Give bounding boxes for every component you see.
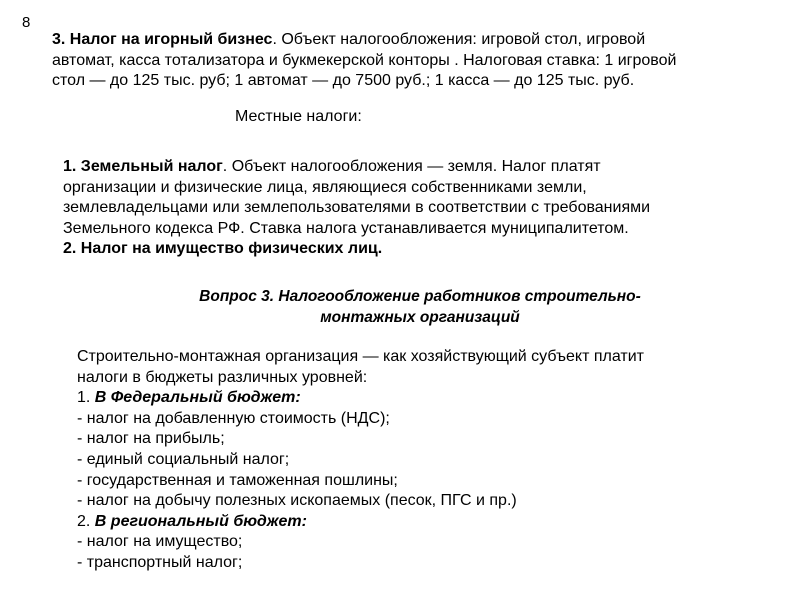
gambling-line-1-text: . Объект налогообложения: игровой стол, игровой	[272, 31, 646, 48]
regional-budget-heading	[77, 512, 644, 533]
federal-budget-heading	[77, 388, 644, 409]
federal-item: - налог на прибыль;	[77, 430, 225, 448]
regional-item: - налог на имущество;	[77, 533, 243, 551]
land-tax-title: 1. Земельный налог	[63, 158, 223, 175]
federal-number: 1.	[77, 389, 95, 407]
page-number: 8	[22, 14, 31, 31]
federal-item: - налог на добычу полезных ископаемых (песок, ПГС и пр.)	[77, 492, 517, 510]
property-tax-title: 2. Налог на имущество физических лиц.	[63, 240, 383, 257]
land-line-4: Земельного кодекса РФ. Ставка налога устанавливается муниципалитетом.	[63, 219, 629, 237]
regional-item: - транспортный налог;	[77, 553, 243, 571]
question-heading	[100, 287, 740, 328]
local-taxes-heading: Местные налоги:	[235, 108, 362, 125]
regional-budget-label: В региональный бюджет:	[94, 512, 307, 530]
federal-item: - государственная и таможенная пошлины;	[77, 471, 398, 489]
land-line-3: землевладельцами или землепользователями в соответствии с требованиями	[63, 199, 651, 216]
contractor-intro-2: налоги в бюджеты различных уровней:	[77, 368, 368, 386]
question-line-2: монтажных организаций	[320, 308, 520, 326]
gambling-tax-title: 3. Налог на игорный бизнес	[52, 31, 273, 48]
regional-number: 2.	[77, 512, 95, 530]
federal-item: - налог на добавленную стоимость (НДС);	[77, 409, 390, 427]
gambling-line-2: автомат, касса тотализатора и букмекерской конторы . Налоговая ставка: 1 игровой	[52, 51, 677, 69]
federal-item: - единый социальный налог;	[77, 450, 290, 468]
gambling-line-3: стол — до 125 тыс. руб; 1 автомат — до 7500 руб.; 1 касса — до 125 тыс. руб.	[52, 72, 635, 89]
contractor-intro-1: Строительно-монтажная организация — как хозяйствующий субъект платит	[77, 348, 644, 365]
land-line-1	[63, 157, 650, 178]
land-line-2: организации и физические лица, являющиеся собственниками земли,	[63, 178, 587, 196]
federal-budget-label: В Федеральный бюджет:	[94, 389, 301, 407]
land-line-1-text: . Объект налогообложения — земля. Налог платят	[222, 158, 601, 175]
gambling-tax-paragraph	[52, 30, 676, 92]
land-tax-paragraph	[63, 157, 650, 260]
question-line-1: Вопрос 3. Налогообложение работников строительно-	[199, 288, 641, 305]
gambling-line-1	[52, 30, 676, 51]
contractor-paragraph	[77, 347, 644, 574]
